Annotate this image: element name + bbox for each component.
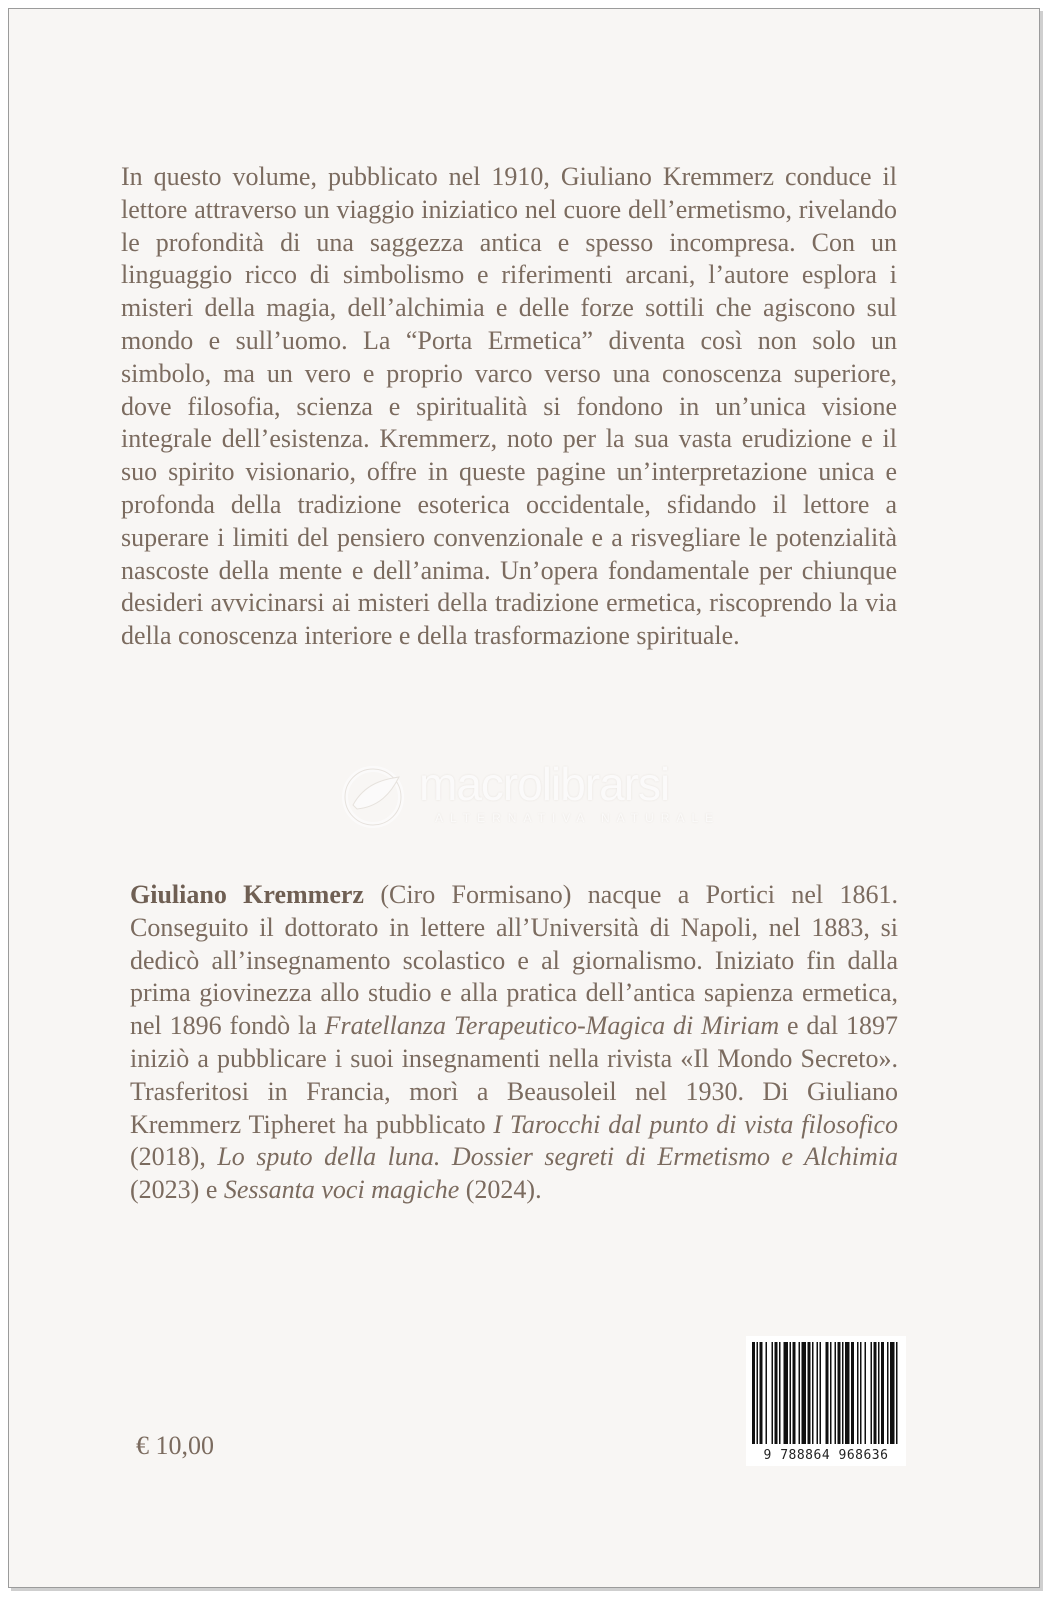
watermark bbox=[339, 758, 739, 841]
bio-text-3: (2018), bbox=[130, 1142, 218, 1172]
bio-text-5: (2024). bbox=[459, 1175, 542, 1205]
isbn-barcode bbox=[746, 1336, 906, 1466]
watermark-tagline: ALTERNATIVA NATURALE bbox=[435, 811, 721, 825]
book-title-3: Sessanta voci magiche bbox=[223, 1175, 460, 1205]
price: € 10,00 bbox=[136, 1431, 214, 1460]
bio-text-1: (Ciro Formisano) nacque a Portici nel 1861. Conseguito il dottorato in lettere all’Università di Napoli, nel 1883, si dedicò all’insegnamento scolastico e al giornalismo. Iniziato fin dalla prima giovinezza allo studio e alla pratica dell’antica sapienza ermetica, nel 1896 fondò la bbox=[130, 880, 898, 1041]
bio-text-4: (2023) e bbox=[130, 1175, 224, 1205]
author-name: Giuliano Kremmerz bbox=[130, 880, 364, 909]
book-back-cover bbox=[8, 8, 1040, 1588]
watermark-name: macrolibrarsi bbox=[419, 758, 670, 810]
book-title-1: I Tarocchi dal punto di vista filosofico bbox=[493, 1109, 898, 1139]
organization-name: Fratellanza Terapeutico-Magica di Miriam bbox=[324, 1011, 780, 1041]
isbn-number: 9 788864 968636 bbox=[763, 1448, 889, 1463]
author-bio bbox=[130, 879, 898, 1207]
book-title-2: Lo sputo della luna. Dossier segreti di Ermetismo e Alchimia bbox=[217, 1142, 898, 1172]
leaf-circle-logo-icon bbox=[339, 765, 409, 829]
book-blurb: In questo volume, pubblicato nel 1910, Giuliano Kremmerz conduce il lettore attraverso un viaggio iniziatico nel cuore dell’ermetismo, rivelando le profondità di una saggezza antica e spesso incompresa. Con un linguaggio ricco di simbolismo e riferimenti arcani, l’autore esplora i misteri della magia, dell’alchimia e delle forze sottili che agiscono sul mondo e sull’uomo. La “Porta Ermetica” diventa così non solo un simbolo, ma un vero e proprio varco verso una conoscenza superiore, dove filosofia, scienza e spiritualità si fondono in un’unica visione integrale dell’esistenza. Kremmerz, noto per la sua vasta erudizione e il suo spirito visionario, offre in queste pagine un’interpretazione unica e profonda della tradizione esoterica occidentale, sfidando il lettore a superare i limiti del pensiero convenzionale e a risvegliare le potenzialità nascoste della mente e dell’anima. Un’opera fondamentale per chiunque desideri avvicinarsi ai misteri della tradizione ermetica, riscoprendo la via della conoscenza interiore e della trasformazione spirituale. bbox=[121, 162, 897, 651]
barcode-bars-icon bbox=[746, 1336, 906, 1448]
bio-text-2: e dal 1897 iniziò a pubblicare i suoi insegnamenti nella rivista «Il Mondo Secreto». Trasferitosi in Francia, morì a Beausoleil nel 1930. Di Giuliano Kremmerz Tipheret ha pubblicato bbox=[130, 1011, 898, 1139]
